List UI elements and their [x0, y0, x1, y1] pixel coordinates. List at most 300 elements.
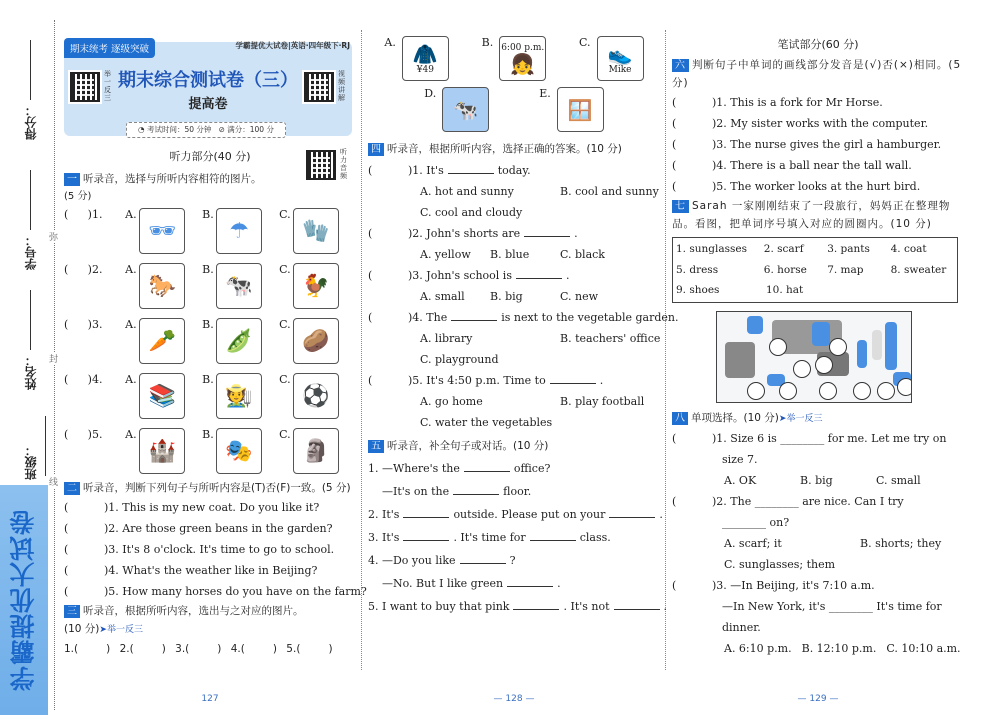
picture-question-row — [64, 263, 356, 318]
answer-paren[interactable]: ( — [368, 374, 373, 387]
sydney-opera-icon: 🎭 — [216, 428, 262, 474]
stem-text: )3. John's school is — [408, 269, 512, 282]
armchair-icon — [725, 342, 755, 378]
family-trip-scene — [716, 311, 912, 403]
blank[interactable] — [550, 383, 596, 384]
glyph: 🧥 — [412, 41, 438, 66]
pronunciation-list — [672, 92, 964, 197]
answer-circle[interactable] — [853, 382, 871, 400]
score-field[interactable]: 得分： — [22, 40, 39, 140]
option-label: C. — [279, 373, 291, 386]
answer-circle[interactable] — [793, 360, 811, 378]
answer-paren[interactable]: ( — [672, 180, 677, 193]
option[interactable]: A. go home — [420, 395, 483, 408]
section-7-heading: 七 Sarah 一家刚刚结束了一段旅行，妈妈正在整理物品。看图，把单词序号填入对应的圆圈内。(10 分) — [672, 200, 951, 230]
answer-paren[interactable]: ( — [672, 494, 677, 508]
blank[interactable] — [403, 517, 449, 518]
stem-text: )2. John's shorts are — [408, 227, 521, 240]
picture-option[interactable] — [125, 428, 202, 474]
answer-paren[interactable]: ( — [64, 373, 69, 386]
word-item: 1. sunglasses — [676, 243, 747, 255]
answer-paren[interactable]: ( — [64, 543, 69, 556]
item-text: )3. It's 8 o'clock. It's time to go to school. — [104, 543, 335, 556]
coat-icon — [402, 36, 449, 81]
name-field[interactable]: 姓名： — [22, 290, 39, 390]
sneakers-icon — [597, 36, 644, 81]
question-stem[interactable] — [672, 428, 964, 449]
exam-title: 期末综合测试卷（三） — [118, 70, 298, 91]
question-stem — [672, 512, 964, 533]
picture-option[interactable] — [279, 263, 356, 309]
word-item: 5. dress — [676, 263, 719, 276]
qr-label: 视频讲解 — [338, 70, 345, 102]
blank[interactable] — [530, 540, 576, 541]
question-stem[interactable] — [368, 370, 660, 391]
word-item: 9. shoes — [676, 284, 720, 296]
father-icon — [885, 322, 897, 370]
picture-caption: ¥49 — [416, 64, 434, 75]
question-stem[interactable] — [368, 265, 660, 286]
line-text: outside. Please put on your — [453, 508, 606, 521]
item-text: )1. This is my new coat. Do you like it? — [104, 501, 320, 514]
picture-option[interactable] — [202, 263, 279, 309]
multiple-choice-list — [368, 160, 679, 433]
option-label: A. — [125, 373, 137, 386]
brand-logo: 学霸提优大试卷 — [9, 509, 38, 691]
picture-question-row — [64, 373, 356, 428]
line-text: office? — [513, 462, 551, 475]
stem-text: )2. The ________ are nice. Can I try — [712, 494, 904, 508]
practice-link[interactable]: ➤举一反三 — [778, 413, 823, 424]
option-label: A. — [384, 36, 396, 49]
section-2-heading: 二 听录音，判断下列句子与所听内容是(T)否(F)一致。(5 分) — [64, 479, 356, 497]
blank[interactable] — [524, 236, 570, 237]
word-row — [676, 260, 954, 281]
line-text: ? — [509, 554, 516, 567]
options-row — [368, 181, 660, 202]
picture-question-row — [64, 208, 356, 263]
item-text: )4. What's the weather like in Beijing? — [104, 564, 318, 577]
question-number: )5. — [87, 428, 103, 441]
window-shelves-icon — [557, 87, 604, 132]
options-row — [368, 244, 660, 265]
section-3-heading: 三 听录音，根据所听内容，选出与之对应的图片。 — [64, 602, 356, 620]
stem-text: )4. The — [408, 311, 448, 324]
page-number: 127 — [201, 694, 219, 704]
series-label: 学霸提优大试卷|英语·四年级下·RJ — [235, 41, 350, 50]
item-text: )1. This is a fork for Mr Horse. — [712, 96, 883, 109]
picture-option[interactable] — [125, 263, 202, 309]
picture-caption: 6:00 p.m. — [501, 42, 545, 53]
option-label: B. — [202, 263, 214, 276]
option[interactable]: B. cool and sunny — [560, 185, 659, 198]
option[interactable]: C. new — [560, 290, 599, 303]
blank[interactable] — [507, 586, 553, 587]
option[interactable]: A. scarf; it — [724, 536, 782, 550]
word-item: 2. scarf — [763, 243, 804, 255]
answer-paren[interactable]: ( — [672, 578, 677, 592]
question-number: )2. — [87, 263, 103, 276]
line-text: 5. I want to buy that pink — [368, 600, 510, 613]
pronunciation-item[interactable] — [672, 155, 964, 176]
true-false-item[interactable] — [64, 539, 356, 560]
picture-option[interactable] — [125, 373, 202, 419]
student-info-fields — [22, 40, 42, 480]
word-item: 10. hat — [766, 284, 804, 296]
pronunciation-item[interactable] — [672, 92, 964, 113]
picture-row — [368, 87, 660, 132]
question-stem[interactable] — [368, 160, 660, 181]
page-127 — [64, 30, 367, 710]
girl-icon — [872, 330, 882, 360]
qr-code-icon[interactable] — [304, 72, 334, 102]
plant-icon — [747, 316, 763, 334]
stem-text: is next to the vegetable garden. — [501, 311, 679, 324]
picture-option[interactable] — [202, 208, 279, 254]
answer-paren[interactable]: ( — [64, 564, 69, 577]
question-stem — [672, 617, 964, 638]
option-label: A. — [125, 208, 137, 221]
boy-icon — [857, 340, 867, 368]
question-number: )3. — [87, 318, 103, 331]
question-stem[interactable] — [368, 223, 660, 244]
stem-text: ________ on? — [722, 515, 790, 529]
option[interactable]: A. yellow — [420, 248, 471, 261]
line-text: —It's on the — [382, 485, 450, 498]
item-text: )4. There is a ball near the tall wall. — [712, 159, 912, 172]
answer-paren[interactable]: ( — [672, 117, 677, 130]
options-row — [368, 391, 660, 412]
word-item: 4. coat — [890, 243, 927, 255]
option-label: C. — [579, 36, 591, 49]
answer-paren[interactable]: ( — [368, 227, 373, 240]
blank[interactable] — [403, 540, 449, 541]
option-label: B. — [202, 373, 214, 386]
option[interactable]: C. 10:10 a.m. — [886, 641, 961, 655]
page-128 — [368, 30, 679, 710]
picture-question-row — [64, 318, 356, 373]
option[interactable]: C. small — [876, 473, 921, 487]
option[interactable]: B. blue — [490, 248, 530, 261]
green-beans-icon: 🫛 — [216, 318, 262, 364]
options-row — [672, 533, 964, 554]
option-label: B. — [202, 208, 214, 221]
option-label: E. — [539, 87, 551, 100]
picture-option[interactable] — [279, 373, 356, 419]
glyph: 👟 — [607, 41, 633, 66]
word-item: 7. map — [827, 263, 864, 276]
item-text: )3. The nurse gives the girl a hamburger. — [712, 138, 942, 151]
picture-option[interactable] — [279, 208, 356, 254]
option[interactable]: A. library — [420, 332, 473, 345]
answer-paren[interactable]: ( — [672, 138, 677, 151]
option[interactable]: B. play football — [560, 395, 645, 408]
picture-option[interactable] — [539, 87, 604, 132]
question-stem[interactable] — [368, 307, 679, 328]
stem-text: . — [565, 269, 570, 282]
fill-blank-line[interactable] — [368, 457, 660, 480]
fill-blank-line[interactable] — [368, 572, 660, 595]
answer-circle[interactable] — [877, 382, 895, 400]
blank[interactable] — [448, 173, 494, 174]
option-label: B. — [202, 428, 214, 441]
cut-char: 封 — [49, 352, 58, 365]
answer-paren[interactable]: ( — [64, 208, 69, 221]
stem-text: )1. It's — [408, 164, 444, 177]
item-text: )2. My sister works with the computer. — [712, 117, 929, 130]
pronunciation-item[interactable] — [672, 134, 964, 155]
girl-clock-icon — [499, 36, 546, 81]
listening-part-title: 听力部分(40 分) — [169, 150, 251, 163]
section-3-pictures — [368, 36, 660, 132]
word-row — [676, 280, 954, 301]
answer-paren[interactable]: ( — [672, 96, 677, 109]
answer-circle[interactable] — [819, 382, 837, 400]
option[interactable]: A. OK — [724, 473, 757, 487]
blank[interactable] — [513, 609, 559, 610]
option[interactable]: C. black — [560, 248, 605, 261]
true-false-list — [64, 497, 367, 602]
option[interactable]: A. 6:10 p.m. — [724, 641, 792, 655]
option[interactable]: A. hot and sunny — [420, 185, 514, 198]
option-label: B. — [202, 318, 214, 331]
option[interactable]: B. big — [800, 473, 833, 487]
blank[interactable] — [464, 471, 510, 472]
line-text: . — [659, 508, 663, 521]
answer-paren[interactable]: ( — [64, 318, 69, 331]
glyph: 👧 — [510, 51, 536, 76]
picture-option[interactable] — [579, 36, 644, 81]
qr-code-icon[interactable] — [306, 150, 336, 180]
cows-icon — [442, 87, 489, 132]
answer-circle[interactable] — [829, 338, 847, 356]
stem-text: )3. —In Beijing, it's 7:10 a.m. — [712, 578, 875, 592]
picture-option[interactable] — [202, 318, 279, 364]
glyph: 🐄 — [453, 97, 479, 122]
question-stem — [672, 596, 964, 617]
line-text: class. — [579, 531, 611, 544]
answer-paren[interactable]: ( — [368, 269, 373, 282]
answer-paren[interactable]: ( — [368, 311, 373, 324]
cut-char: 线 — [49, 475, 58, 488]
dress-icon — [812, 322, 830, 346]
umbrella-icon: ☂ — [216, 208, 262, 254]
picture-option[interactable] — [482, 36, 547, 81]
carrots-icon: 🥕 — [139, 318, 185, 364]
word-item: 8. sweater — [890, 263, 947, 276]
options-row — [672, 638, 964, 659]
word-row — [676, 239, 954, 260]
section-3-score: (10 分)➤举一反三 — [64, 623, 143, 635]
options-row — [368, 349, 660, 370]
picture-row — [368, 36, 660, 81]
single-choice-list — [672, 428, 964, 659]
picture-option[interactable] — [202, 373, 279, 419]
stem-text: )1. Size 6 is ________ for me. Let me try on — [712, 431, 947, 445]
page-number: — 129 — — [797, 694, 839, 704]
true-false-item[interactable] — [64, 497, 356, 518]
line-text: 4. —Do you like — [368, 554, 456, 567]
stem-text: today. — [497, 164, 531, 177]
options-row — [368, 202, 660, 223]
answer-paren[interactable]: ( — [64, 522, 69, 535]
picture-option[interactable] — [125, 208, 202, 254]
answer-row[interactable]: 1.( ) 2.( ) 3.( ) 4.( ) 5.( ) — [64, 643, 333, 655]
hen-icon: 🐓 — [293, 263, 339, 309]
answer-paren[interactable]: ( — [64, 501, 69, 514]
option-label: B. — [481, 36, 494, 49]
question-number: )4. — [87, 373, 103, 386]
true-false-item[interactable] — [64, 518, 356, 539]
stem-text: —In New York, it's ________ It's time for — [722, 599, 942, 613]
fill-blank-line[interactable] — [368, 503, 663, 526]
section-5-heading: 五 听录音，补全句子或对话。(10 分) — [368, 437, 660, 455]
answer-paren[interactable]: ( — [672, 159, 677, 172]
option[interactable]: C. sunglasses; them — [724, 557, 836, 571]
picture-option[interactable] — [424, 87, 489, 132]
answer-paren[interactable]: ( — [64, 428, 69, 441]
options-row — [368, 328, 660, 349]
blank[interactable] — [516, 278, 562, 279]
fill-blank-line[interactable] — [368, 526, 660, 549]
cut-char: 弥 — [49, 230, 58, 243]
answer-circle[interactable] — [769, 338, 787, 356]
cow-icon: 🐄 — [216, 263, 262, 309]
option[interactable]: B. big — [490, 290, 523, 303]
cut-line — [54, 20, 55, 710]
option[interactable]: C. water the vegetables — [420, 416, 553, 429]
sunglasses-icon: 🕶 — [139, 208, 185, 254]
question-stem[interactable] — [672, 575, 964, 596]
writing-part-title: 笔试部分(60 分) — [777, 38, 859, 51]
option-label: C. — [279, 263, 291, 276]
question-stem[interactable] — [672, 491, 964, 512]
options-row — [672, 470, 964, 491]
word-item: 3. pants — [827, 243, 870, 255]
pronunciation-item[interactable] — [672, 113, 964, 134]
potatoes-icon: 🥔 — [293, 318, 339, 364]
option-label: C. — [279, 208, 291, 221]
practice-link[interactable]: ➤举一反三 — [99, 625, 143, 635]
option[interactable]: C. playground — [420, 353, 499, 366]
answer-paren[interactable]: ( — [64, 263, 69, 276]
section-1-heading: 一 听录音，选择与所听内容相符的图片。 — [64, 170, 356, 188]
picture-caption: Mike — [608, 64, 632, 75]
line-text: . — [663, 600, 668, 613]
option[interactable]: B. 12:10 p.m. — [801, 641, 877, 655]
answer-paren[interactable]: ( — [368, 164, 373, 177]
option[interactable]: B. teachers' office — [560, 332, 661, 345]
options-row — [368, 412, 660, 433]
big-ben-icon: 🏰 — [139, 428, 185, 474]
exam-header — [64, 42, 352, 136]
farmer-vegetables-icon: 🧑‍🌾 — [216, 373, 262, 419]
page-divider — [665, 30, 666, 670]
option-label: D. — [424, 87, 437, 100]
option-label: A. — [125, 428, 137, 441]
page-129 — [672, 30, 964, 710]
option-label: A. — [125, 318, 137, 331]
line-text: . It's not — [563, 600, 610, 613]
stem-text: . — [599, 374, 604, 387]
gloves-icon: 🧤 — [293, 208, 339, 254]
picture-question-row — [64, 428, 356, 483]
options-row — [368, 286, 660, 307]
picture-option[interactable] — [279, 428, 356, 474]
true-false-item[interactable] — [64, 581, 367, 602]
fill-blank-line[interactable] — [368, 549, 660, 572]
blank[interactable] — [451, 320, 497, 321]
pronunciation-item[interactable] — [672, 176, 964, 197]
answer-circle[interactable] — [815, 356, 833, 374]
answer-circle[interactable] — [897, 378, 912, 396]
boy-football-icon: ⚽ — [293, 373, 339, 419]
options-row — [672, 554, 964, 575]
qr-label: 举一反三 — [104, 70, 111, 102]
line-text: . It's time for — [453, 531, 526, 544]
page-divider — [361, 30, 362, 670]
section-1-score: (5 分) — [64, 191, 92, 202]
option[interactable]: A. small — [420, 290, 465, 303]
answer-circle[interactable] — [747, 382, 765, 400]
class-field[interactable]: 班级： — [22, 410, 53, 480]
picture-choice-grid — [64, 208, 356, 483]
line-text: 1. —Where's the — [368, 462, 460, 475]
stem-text: . — [574, 227, 578, 240]
blank[interactable] — [460, 563, 506, 564]
check-icon: ⊘ — [218, 125, 225, 134]
stem-text: )5. It's 4:50 p.m. Time to — [408, 374, 546, 387]
word-bank — [672, 237, 958, 303]
section-6-heading: 六 判断句子中单词的画线部分发音是(√)否(×)相同。(5 分) — [672, 59, 962, 89]
option[interactable]: C. cool and cloudy — [420, 206, 523, 219]
blank[interactable] — [609, 517, 655, 518]
blank[interactable] — [453, 494, 499, 495]
answer-paren[interactable]: ( — [64, 585, 69, 598]
word-item: 6. horse — [763, 263, 807, 276]
qr-label: 听力音频 — [340, 148, 347, 180]
option[interactable]: B. shorts; they — [860, 536, 942, 550]
answer-paren[interactable]: ( — [672, 431, 677, 445]
section-8-heading: 八 单项选择。(10 分)➤举一反三 — [672, 409, 964, 428]
horse-icon: 🐎 — [139, 263, 185, 309]
line-text: 3. It's — [368, 531, 400, 544]
picture-option[interactable] — [125, 318, 202, 364]
section-4-heading: 四 听录音，根据所听内容，选择正确的答案。(10 分) — [368, 140, 660, 158]
fill-blank-list — [368, 457, 668, 618]
option-label: A. — [125, 263, 137, 276]
picture-option[interactable] — [279, 318, 356, 364]
fill-blank-line[interactable] — [368, 595, 668, 618]
blank[interactable] — [614, 609, 660, 610]
option-label: C. — [279, 318, 291, 331]
item-text: )5. How many horses do you have on the farm? — [104, 585, 367, 598]
student-number-field[interactable]: 学号： — [22, 170, 39, 270]
line-text: —No. But I like green — [382, 577, 504, 590]
fill-blank-line[interactable] — [368, 480, 660, 503]
library-icon: 📚 — [139, 373, 185, 419]
option-label: C. — [279, 428, 291, 441]
picture-option[interactable] — [384, 36, 448, 81]
binding-spine — [0, 0, 48, 715]
question-stem — [672, 449, 964, 470]
picture-option[interactable] — [202, 428, 279, 474]
exam-subtitle: 提高卷 — [188, 97, 228, 112]
clock-icon: ◔ — [138, 125, 145, 134]
item-text: )2. Are those green beans in the garden? — [104, 522, 333, 535]
answer-circle[interactable] — [779, 382, 797, 400]
true-false-item[interactable] — [64, 560, 356, 581]
